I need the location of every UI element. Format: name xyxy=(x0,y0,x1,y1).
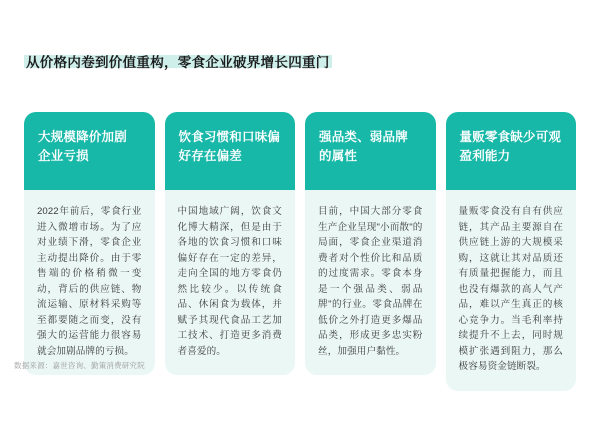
card-item[interactable] xyxy=(305,112,436,391)
card-heading: 饮食习惯和口味偏 好存在偏差 xyxy=(165,112,296,190)
page-title: 从价格内卷到价值重构，零食企业破界增长四重门 xyxy=(24,51,332,71)
card-body-text: 量贩零食没有自有供应链，其产品主要源自在供应链上游的大规模采购，这就让其对品质还有质量把握能力，而且也没有爆款的高人气产品，难以产生真正的核心竞争力。当毛利率持续提升不上去，同时规模扩张遇到阻力，那么极容易资金链断裂。 xyxy=(446,190,577,391)
card-item[interactable] xyxy=(24,112,155,391)
card-heading: 大规模降价加剧 企业亏损 xyxy=(24,112,155,190)
card-list xyxy=(24,112,576,391)
card-body-text: 2022年前后，零食行业进入微增市场。为了应对业绩下滑，零食企业主动提出降价。由于零售端的价格稍微一变动，背后的供应链、物流运输、原材料采购等至都要随之而变，没有强大的运营能力很容易就会加剧品牌的亏损。 xyxy=(24,190,155,375)
card-item[interactable] xyxy=(165,112,296,391)
card-heading: 量贩零食缺少可观 盈利能力 xyxy=(446,112,577,190)
card-item[interactable] xyxy=(446,112,577,391)
source-note: 数据来源：嘉世咨询、勤策消费研究院 xyxy=(14,361,145,370)
card-body-text: 目前，中国大部分零食生产企业呈现"小而散"的局面，零食企业渠道消费者对个性价比和品质的过度需求。零食本身是一个强品类、弱品牌"的行业。零食品牌在低价之外打造更多爆品品类，形成更多忠实粉丝，加强用户黏性。 xyxy=(305,190,436,375)
card-heading: 强品类、弱品牌 的属性 xyxy=(305,112,436,190)
card-body-text: 中国地域广阔，饮食文化博大精深，但是由于各地的饮食习惯和口味偏好存在一定的差异，走向全国的地方零食仍然比较少。以传统食品、休闲食为载体，并赋予其现代食品工艺加工技术、打造更多消费者喜爱的。 xyxy=(165,190,296,375)
page-title-row xyxy=(24,48,332,74)
